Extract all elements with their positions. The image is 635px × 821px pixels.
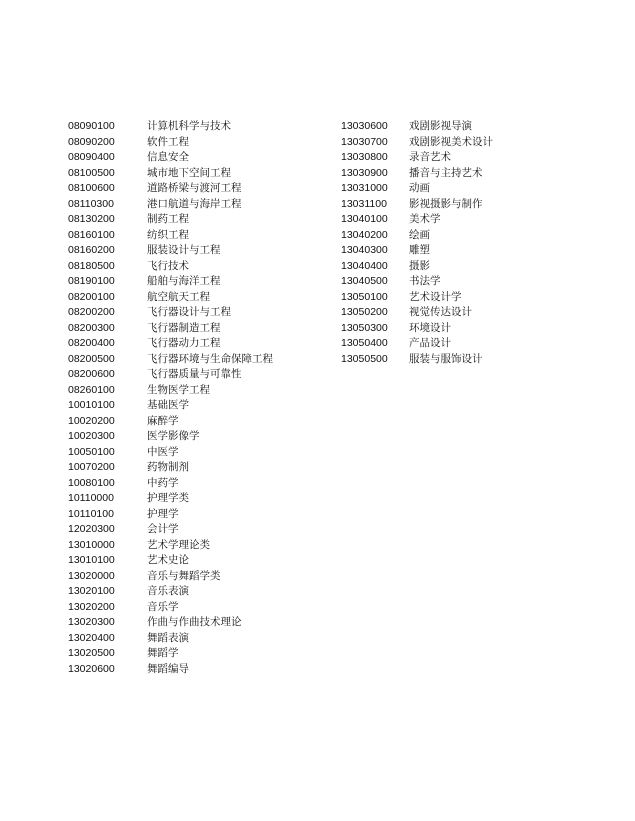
major-code: 08200600	[68, 368, 115, 380]
major-row	[68, 414, 273, 430]
major-name: 音乐学	[147, 600, 179, 613]
major-row	[68, 600, 273, 616]
major-name: 信息安全	[147, 151, 189, 163]
major-name: 服装与服饰设计	[409, 352, 483, 365]
major-code: 13040100	[341, 213, 388, 225]
major-name: 航空航天工程	[147, 290, 210, 303]
major-name: 视觉传达设计	[409, 306, 472, 318]
major-name: 环境设计	[409, 321, 451, 334]
major-name: 音乐表演	[147, 585, 189, 597]
major-code: 10070200	[68, 461, 115, 473]
major-code: 08180500	[68, 259, 115, 272]
major-name: 艺术设计学	[409, 290, 462, 303]
major-row	[341, 274, 493, 290]
major-code: 10080100	[68, 476, 115, 489]
major-name: 录音艺术	[409, 151, 451, 163]
major-row	[68, 228, 273, 244]
major-code: 13030600	[341, 120, 388, 132]
major-code: 13031000	[341, 182, 388, 194]
major-row	[68, 491, 273, 507]
major-name: 软件工程	[147, 135, 189, 148]
major-name: 中药学	[147, 476, 179, 489]
major-code: 10020300	[68, 430, 115, 442]
major-code: 13020000	[68, 569, 115, 582]
major-name: 艺术学理论类	[147, 538, 210, 551]
major-row	[68, 166, 273, 182]
major-code: 13030700	[341, 135, 388, 148]
major-name: 飞行器设计与工程	[147, 306, 231, 318]
major-code: 13030800	[341, 151, 388, 163]
major-row	[68, 243, 273, 259]
left-column	[68, 119, 273, 677]
major-code: 13020200	[68, 600, 115, 613]
major-code: 13040300	[341, 244, 388, 256]
major-row	[341, 243, 493, 259]
major-row	[68, 181, 273, 197]
major-name: 基础医学	[147, 399, 189, 411]
major-row	[68, 522, 273, 538]
major-row	[68, 631, 273, 647]
major-name: 影视摄影与制作	[409, 197, 483, 210]
major-name: 绘画	[409, 228, 430, 241]
major-code: 08100500	[68, 166, 115, 179]
major-name: 麻醉学	[147, 414, 179, 427]
major-row	[341, 352, 493, 368]
major-code: 08110300	[68, 197, 114, 210]
major-name: 护理学	[147, 507, 179, 520]
major-row	[341, 336, 493, 352]
major-row	[68, 197, 273, 213]
major-name: 戏剧影视导演	[409, 120, 472, 132]
major-name: 道路桥梁与渡河工程	[147, 182, 242, 194]
major-row	[68, 274, 273, 290]
major-name: 飞行器动力工程	[147, 337, 221, 349]
major-row	[68, 150, 273, 166]
major-name: 飞行器环境与生命保障工程	[147, 352, 273, 365]
major-name: 制药工程	[147, 213, 189, 225]
major-code: 13020300	[68, 616, 115, 628]
major-row	[68, 290, 273, 306]
major-code: 13050200	[341, 306, 388, 318]
major-code: 13040400	[341, 259, 388, 272]
major-code: 13010100	[68, 554, 115, 566]
major-code: 13020600	[68, 662, 115, 675]
major-code: 08090200	[68, 135, 115, 148]
major-name: 舞蹈表演	[147, 631, 189, 644]
major-row	[68, 367, 273, 383]
major-row	[68, 584, 273, 600]
major-row	[68, 646, 273, 662]
major-row	[68, 662, 273, 678]
major-code: 08160200	[68, 244, 115, 256]
major-name: 戏剧影视美术设计	[409, 135, 493, 148]
major-code: 08200300	[68, 321, 115, 334]
major-name: 中医学	[147, 445, 179, 458]
major-code: 10020200	[68, 414, 115, 427]
major-name: 舞蹈编导	[147, 662, 189, 675]
major-code: 13010000	[68, 538, 115, 551]
major-name: 药物制剂	[147, 461, 189, 473]
major-name: 生物医学工程	[147, 383, 210, 396]
major-name: 纺织工程	[147, 228, 189, 241]
major-row	[341, 197, 493, 213]
major-name: 会计学	[147, 523, 179, 535]
major-code: 10050100	[68, 445, 115, 458]
major-code: 08130200	[68, 213, 115, 225]
major-row	[68, 352, 273, 368]
major-code: 12020300	[68, 523, 115, 535]
major-code: 13050500	[341, 352, 388, 365]
major-row	[341, 119, 493, 135]
major-row	[68, 259, 273, 275]
major-code: 13031100	[341, 197, 387, 210]
major-name: 计算机科学与技术	[147, 120, 231, 132]
major-name: 音乐与舞蹈学类	[147, 569, 221, 582]
major-name: 舞蹈学	[147, 647, 179, 659]
major-code: 08090400	[68, 151, 115, 163]
major-code: 13050300	[341, 321, 388, 334]
major-code: 08100600	[68, 182, 115, 194]
major-code: 08190100	[68, 275, 115, 287]
major-row	[341, 212, 493, 228]
right-column	[341, 119, 493, 367]
major-row	[68, 119, 273, 135]
major-name: 护理学类	[147, 492, 189, 504]
major-row	[68, 553, 273, 569]
major-code: 08200100	[68, 290, 115, 303]
major-row	[341, 166, 493, 182]
major-row	[341, 181, 493, 197]
major-name: 艺术史论	[147, 554, 189, 566]
major-name: 港口航道与海岸工程	[147, 197, 242, 210]
major-code: 10110100	[68, 507, 114, 520]
major-code: 08200500	[68, 352, 115, 365]
major-name: 服装设计与工程	[147, 244, 221, 256]
major-code: 13040200	[341, 228, 388, 241]
major-row	[341, 259, 493, 275]
major-name: 飞行器质量与可靠性	[147, 368, 242, 380]
major-row	[341, 228, 493, 244]
major-name: 医学影像学	[147, 430, 200, 442]
major-row	[68, 507, 273, 523]
major-row	[341, 305, 493, 321]
major-name: 船舶与海洋工程	[147, 275, 221, 287]
major-row	[68, 445, 273, 461]
major-row	[68, 460, 273, 476]
major-code: 08260100	[68, 383, 115, 396]
major-row	[68, 476, 273, 492]
major-code: 08200400	[68, 337, 115, 349]
major-row	[68, 398, 273, 414]
major-row	[68, 383, 273, 399]
major-code: 10010100	[68, 399, 115, 411]
major-row	[341, 321, 493, 337]
major-name: 作曲与作曲技术理论	[147, 616, 242, 628]
major-code: 13040500	[341, 275, 388, 287]
major-name: 雕塑	[409, 244, 430, 256]
major-name: 书法学	[409, 275, 441, 287]
major-code: 13020400	[68, 631, 115, 644]
major-row	[68, 615, 273, 631]
major-row	[68, 569, 273, 585]
major-code: 13020100	[68, 585, 115, 597]
major-code: 13020500	[68, 647, 115, 659]
major-name: 城市地下空间工程	[147, 166, 231, 179]
major-name: 动画	[409, 182, 430, 194]
major-code: 10110000	[68, 492, 114, 504]
major-row	[68, 538, 273, 554]
major-code: 13050100	[341, 290, 388, 303]
major-name: 播音与主持艺术	[409, 166, 483, 179]
major-name: 飞行器制造工程	[147, 321, 221, 334]
major-name: 飞行技术	[147, 259, 189, 272]
major-code: 08200200	[68, 306, 115, 318]
major-code: 08090100	[68, 120, 115, 132]
major-row	[68, 212, 273, 228]
major-name: 产品设计	[409, 337, 451, 349]
major-code: 08160100	[68, 228, 115, 241]
major-row	[68, 135, 273, 151]
major-name: 摄影	[409, 259, 430, 272]
major-row	[341, 290, 493, 306]
major-row	[68, 305, 273, 321]
major-code: 13030900	[341, 166, 388, 179]
major-row	[68, 336, 273, 352]
major-row	[68, 429, 273, 445]
major-row	[341, 150, 493, 166]
major-row	[68, 321, 273, 337]
major-code: 13050400	[341, 337, 388, 349]
major-name: 美术学	[409, 213, 441, 225]
major-row	[341, 135, 493, 151]
